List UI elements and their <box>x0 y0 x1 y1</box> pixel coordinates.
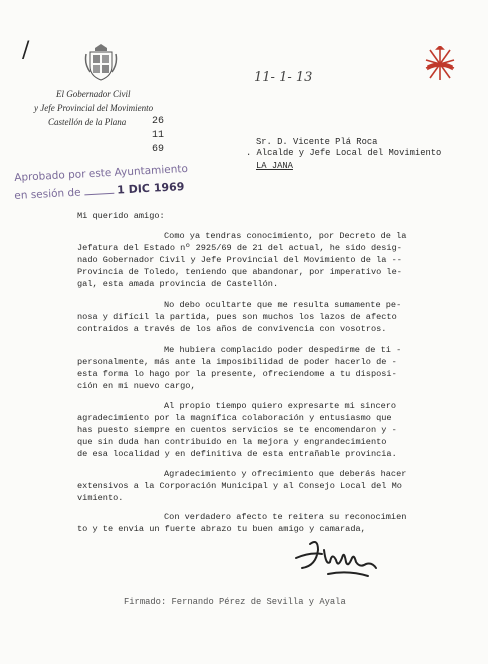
yoke-and-arrows-icon <box>424 46 456 84</box>
paragraph-1-line: Jefatura del Estado nº 2925/69 de 21 del actual, he sido desig- <box>77 243 402 253</box>
paragraph-6-line: to y te envia un fuerte abrazo tu buen amigo y camarada, <box>77 524 366 534</box>
date-month: 11 <box>152 130 165 141</box>
paragraph-5-line: Agradecimiento y ofrecimiento que deberás hacer <box>164 469 407 479</box>
paragraph-4-line: Al propio tiempo quiero expresarte mi sincero <box>164 401 397 411</box>
paragraph-2-line: No debo ocultarte que me resulta sumamente pe- <box>164 300 402 310</box>
paragraph-2-line: nosa y difícil la partida, pues son muchos los lazos de afecto <box>77 312 397 322</box>
paragraph-5-line: vimiento. <box>77 493 124 503</box>
letterhead-line3: Castellón de la Plana <box>48 117 127 127</box>
paragraph-1-line: nado Gobernador Civil y Jefe Provincial del Movimiento de la -- <box>77 255 402 265</box>
paragraph-6-line: Con verdadero afecto te reitera su reconocimien <box>164 512 407 522</box>
paragraph-3-line: Me hubiera complacido poder despedirme de ti - <box>164 345 402 355</box>
handwritten-signature <box>288 532 388 580</box>
date-day: 26 <box>152 116 165 127</box>
paragraph-4-line: que sin duda han contribuido en la mejora y engrandecimiento <box>77 437 387 447</box>
letterhead-line1: El Gobernador Civil <box>56 89 131 99</box>
paragraph-4-line: de esa localidad y en definitiva de esta entrañable provincia. <box>77 449 397 459</box>
letterhead-line2: y Jefe Provincial del Movimiento <box>34 103 154 113</box>
paragraph-5-line: extensivos a la Corporación Municipal y al Consejo Local del Mo <box>77 481 402 491</box>
paragraph-3-line: ción en mi nuevo cargo, <box>77 381 196 391</box>
paragraph-1-line: Provincia de Toledo, teniendo que abandonar, por imperativo le- <box>77 267 402 277</box>
page-mark: / <box>22 38 30 63</box>
paragraph-2-line: contraidos a través de los años de convivencia con vosotros. <box>77 324 387 334</box>
approval-stamp-line1: Aprobado por este Ayuntamiento <box>14 162 189 184</box>
paragraph-1-line: Como ya tendras conocimiento, por Decreto de la <box>164 231 407 241</box>
signature-block: Firmado: Fernando Pérez de Sevilla y Ayala <box>124 597 346 607</box>
approval-stamp-date: 1 DIC 1969 <box>116 180 185 197</box>
addressee-title: . Alcalde y Jefe Local del Movimiento <box>246 148 442 158</box>
handwritten-date: 11- 1- 13 <box>254 70 313 85</box>
greeting: Mi querido amigo: <box>77 211 165 221</box>
coat-of-arms-icon <box>84 44 118 82</box>
paragraph-3-line: personalmente, más ante la imposibilidad de poder hacerlo de - <box>77 357 397 367</box>
approval-stamp-prefix: en sesión de <box>14 186 81 202</box>
paragraph-4-line: agradecimiento por la magnífica colaboración y entusiasmo que <box>77 413 392 423</box>
approval-stamp-line2 <box>14 180 185 202</box>
paragraph-3-line: esta forma lo hago por la presente, ofreciendome a tu disposi- <box>77 369 397 379</box>
paragraph-4-line: has puesto siempre en cuentos servicios se te encomendaron y - <box>77 425 397 435</box>
paragraph-1-line: gal, esta amada provincia de Castellón. <box>77 279 279 289</box>
date-year: 69 <box>152 144 165 155</box>
addressee-town: LA JANA <box>256 161 293 171</box>
addressee-name: Sr. D. Vicente Plá Roca <box>256 137 378 147</box>
